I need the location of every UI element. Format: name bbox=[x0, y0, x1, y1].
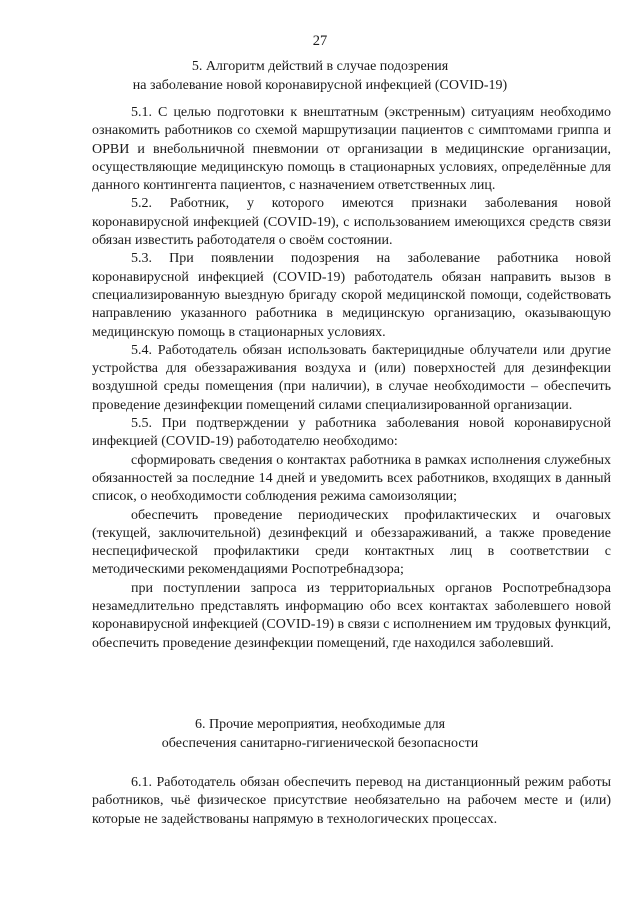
section-5-title-line-1: 5. Алгоритм действий в случае подозрения bbox=[191, 59, 449, 74]
section-6-body bbox=[92, 774, 611, 829]
section-5-heading bbox=[60, 57, 580, 95]
paragraph-5-1: 5.1. С целью подготовки к внештатным (экстренным) ситуациям необходимо ознакомить работников со схемой маршрутизации пациентов с симптомами гриппа и ОРВИ и внебольничной пневмонии от организации в медицинские организации, осуществляющие медицинскую помощь в стационарных условиях, определённые для данного контингента пациентов, с назначением ответственных лиц. bbox=[92, 105, 611, 194]
paragraph-5-5-item-contacts: сформировать сведения о контактах работника в рамках исполнения служебных обязанностей за последние 14 дней и уведомить всех работников, входящих в данный список, о необходимости соблюдения режима самоизоляции; bbox=[92, 452, 611, 505]
paragraph-5-4: 5.4. Работодатель обязан использовать бактерицидные облучатели или другие устройства для обеззараживания воздуха и (или) поверхностей для дезинфекции воздушной среды помещения (при наличии), в случае необходимости – обеспечить проведение дезинфекции помещений силами специализированной организации. bbox=[92, 342, 611, 413]
section-6-title-line-2: обеспечения санитарно-гигиенической безопасности bbox=[161, 736, 479, 751]
section-5-body bbox=[92, 104, 611, 653]
section-6-heading bbox=[60, 715, 580, 753]
section-5-title-line-2: на заболевание новой коронавирусной инфекцией (COVID-19) bbox=[132, 78, 508, 93]
paragraph-5-5-item-disinfection: обеспечить проведение периодических профилактических и очаговых (текущей, заключительной) дезинфекций и обеззараживаний, а также проведение неспецифической профилактики среди контактных лиц в соответствии с методическими рекомендациями Роспотребнадзора; bbox=[92, 507, 611, 578]
paragraph-5-5-item-requests: при поступлении запроса из территориальных органов Роспотребнадзора незамедлительно представлять информацию обо всех контактах заболевшего новой коронавирусной инфекцией (COVID-19) в связи с исполнением им трудовых функций, обеспечить проведение дезинфекции помещений, где находился заболевший. bbox=[92, 580, 611, 651]
paragraph-5-3: 5.3. При появлении подозрения на заболевание работника новой коронавирусной инфекцией (COVID-19) работодатель обязан направить вызов в специализированную выездную бригаду скорой медицинской помощи, содействовать направлению указанного работника в медицинскую организацию, оказывающую медицинскую помощь в стационарных условиях. bbox=[92, 251, 611, 340]
section-6-title-line-1: 6. Прочие мероприятия, необходимые для bbox=[194, 717, 446, 732]
page-number: 27 bbox=[312, 33, 328, 49]
paragraph-5-2: 5.2. Работник, у которого имеются признаки заболевания новой коронавирусной инфекцией (COVID-19), с использованием имеющихся средств связи обязан известить работодателя о своём состоянии. bbox=[92, 196, 611, 249]
paragraph-5-5: 5.5. При подтверждении у работника заболевания новой коронавирусной инфекцией (COVID-19) работодателю необходимо: bbox=[92, 416, 611, 450]
paragraph-6-1: 6.1. Работодатель обязан обеспечить перевод на дистанционный режим работы работников, чьё физическое присутствие необязательно на рабочем месте и (или) которые не задействованы напрямую в технологических процессах. bbox=[92, 775, 611, 827]
